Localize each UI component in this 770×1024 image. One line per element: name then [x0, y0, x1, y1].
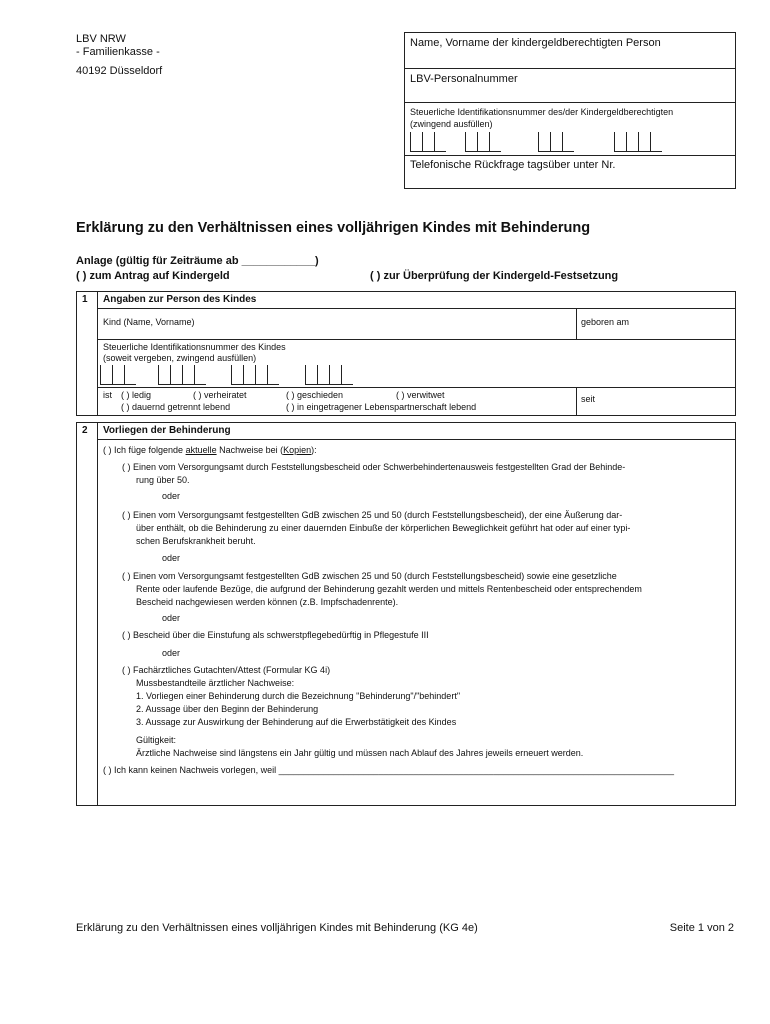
option-2-line-1: ( ) Einen vom Versorgungsamt festgestellten GdB zwischen 25 und 50 (durch Feststellungsbescheid), der eine Äußerung dar-: [122, 510, 623, 520]
intro-suffix: ):: [311, 445, 317, 455]
section-1-heading: Angaben zur Person des Kindes: [103, 294, 257, 305]
child-tax-id-digits-3[interactable]: [231, 365, 279, 385]
validity-heading: Gültigkeit:: [136, 735, 177, 745]
section-2-number: 2: [82, 425, 88, 436]
tax-id-label-line-1: Steuerliche Identifikationsnummer des/der Kindergeldberechtigten: [410, 107, 674, 117]
status-partnerschaft[interactable]: ( ) in eingetragener Lebenspartnerschaft lebend: [286, 402, 477, 412]
must-item-3: 3. Aussage zur Auswirkung der Behinderung auf die Erwerbstätigkeit des Kindes: [136, 717, 457, 727]
tax-id-digits-2[interactable]: [465, 132, 501, 152]
page-title: Erklärung zu den Verhältnissen eines volljährigen Kindes mit Behinderung: [76, 220, 591, 236]
child-tax-id-line-1: Steuerliche Identifikationsnummer des Kindes: [103, 342, 286, 352]
option-3-line-2: Rente oder laufende Bezüge, die aufgrund der Behinderung gezahlt werden und mittels Rentenbescheid oder entsprechendem: [136, 584, 642, 594]
option-5-line: ( ) Fachärztliches Gutachten/Attest (Formular KG 4i): [122, 665, 331, 675]
option-4[interactable]: ( ) Bescheid über die Einstufung als schwerstpflegebedürftig in Pflegestufe III: [122, 630, 429, 640]
section-1-number: 1: [82, 294, 88, 305]
child-tax-id-digits-4[interactable]: [305, 365, 353, 385]
option-3[interactable]: [122, 570, 734, 609]
no-proof-option[interactable]: ( ) Ich kann keinen Nachweis vorlegen, weil _______________________________________________________________________________: [103, 765, 675, 775]
status-ledig[interactable]: ( ) ledig: [121, 390, 152, 400]
must-item-2: 2. Aussage über den Beginn der Behinderung: [136, 704, 319, 714]
intro-middle: Nachweise bei (: [216, 445, 284, 455]
intro-copies: Kopien: [283, 445, 312, 455]
personal-number-label: LBV-Personalnummer: [410, 73, 518, 85]
must-heading: Mussbestandteile ärztlicher Nachweise:: [136, 678, 295, 688]
section-2-heading: Vorliegen der Behinderung: [103, 425, 231, 436]
or-1: oder: [162, 491, 181, 501]
child-tax-id-digits-1[interactable]: [100, 365, 136, 385]
status-verheiratet[interactable]: ( ) verheiratet: [193, 390, 247, 400]
born-label: geboren am: [581, 317, 630, 327]
section-2: [76, 422, 736, 806]
or-2: oder: [162, 553, 181, 563]
name-label: Name, Vorname der kindergeldberechtigten Person: [410, 37, 661, 49]
child-tax-id-label: [103, 342, 286, 364]
child-name-field[interactable]: [98, 309, 576, 339]
status-prefix: ist: [103, 390, 112, 400]
section-1: [76, 291, 736, 416]
option-2[interactable]: [122, 509, 734, 548]
phone-label: Telefonische Rückfrage tagsüber unter Nr.: [410, 159, 616, 171]
page-number: Seite 1 von 2: [669, 922, 734, 934]
since-label: seit: [581, 394, 596, 404]
footer-title: Erklärung zu den Verhältnissen eines volljährigen Kindes mit Behinderung (KG 4e): [76, 922, 478, 934]
tax-id-digits-1[interactable]: [410, 132, 446, 152]
sender-line-3: 40192 Düsseldorf: [76, 65, 163, 77]
name-field[interactable]: [404, 32, 736, 68]
birth-date-field[interactable]: [577, 309, 735, 339]
phone-field[interactable]: [404, 155, 736, 189]
option-5[interactable]: [122, 664, 734, 729]
option-2-line-2: über enthält, ob die Behinderung zu einer dauernden Einbuße der körperlichen Beweglichkeit geführt hat oder auf einer typi-: [136, 523, 631, 533]
or-3: oder: [162, 613, 181, 623]
tax-id-digits-4[interactable]: [614, 132, 662, 152]
must-item-1: 1. Vorliegen einer Behinderung durch die Bezeichnung "Behinderung"/"behindert": [136, 691, 461, 701]
option-1-line-1: ( ) Einen vom Versorgungsamt durch Feststellungsbescheid oder Schwerbehindertenausweis festgestellten Grad der Behinde-: [122, 462, 626, 472]
option-3-line-3: Bescheid nachgewiesen werden können (z.B. Impfschadenrente).: [136, 597, 399, 607]
intro-prefix: ( ) Ich füge folgende: [103, 445, 186, 455]
tax-id-digits-3[interactable]: [538, 132, 574, 152]
option-application[interactable]: ( ) zum Antrag auf Kindergeld: [76, 270, 230, 282]
tax-id-label: [410, 106, 673, 130]
status-geschieden[interactable]: ( ) geschieden: [286, 390, 344, 400]
option-1-line-2: rung über 50.: [136, 475, 190, 485]
option-review[interactable]: ( ) zur Überprüfung der Kindergeld-Festsetzung: [370, 270, 619, 282]
sender-line-1: LBV NRW: [76, 33, 126, 45]
since-field[interactable]: [577, 388, 735, 416]
annex-line: Anlage (gültig für Zeiträume ab ____________): [76, 255, 319, 267]
sender-address: [76, 33, 162, 78]
child-tax-id-digits-2[interactable]: [158, 365, 206, 385]
validity-note: [136, 734, 583, 760]
child-name-label: Kind (Name, Vorname): [103, 317, 195, 327]
status-getrennt[interactable]: ( ) dauernd getrennt lebend: [121, 402, 231, 412]
or-4: oder: [162, 648, 181, 658]
option-1[interactable]: [122, 461, 734, 487]
option-3-line-1: ( ) Einen vom Versorgungsamt festgestellten GdB zwischen 25 und 50 (durch Feststellungsbescheid) sowie eine gesetzliche: [122, 571, 617, 581]
validity-text: Ärztliche Nachweise sind längstens ein Jahr gültig und müssen nach Ablauf des Jahres jeweils erneuert werden.: [136, 748, 584, 758]
tax-id-field[interactable]: [404, 102, 736, 155]
child-tax-id-line-2: (soweit vergeben, zwingend ausfüllen): [103, 353, 257, 363]
status-verwitwet[interactable]: ( ) verwitwet: [396, 390, 445, 400]
personal-number-field[interactable]: [404, 68, 736, 102]
tax-id-label-line-2: (zwingend ausfüllen): [410, 119, 493, 129]
sender-line-2: - Familienkasse -: [76, 46, 160, 58]
attach-proof-option[interactable]: [103, 445, 317, 455]
option-2-line-3: schen Berufskrankheit beruht.: [136, 536, 256, 546]
intro-current: aktuelle: [185, 445, 217, 455]
